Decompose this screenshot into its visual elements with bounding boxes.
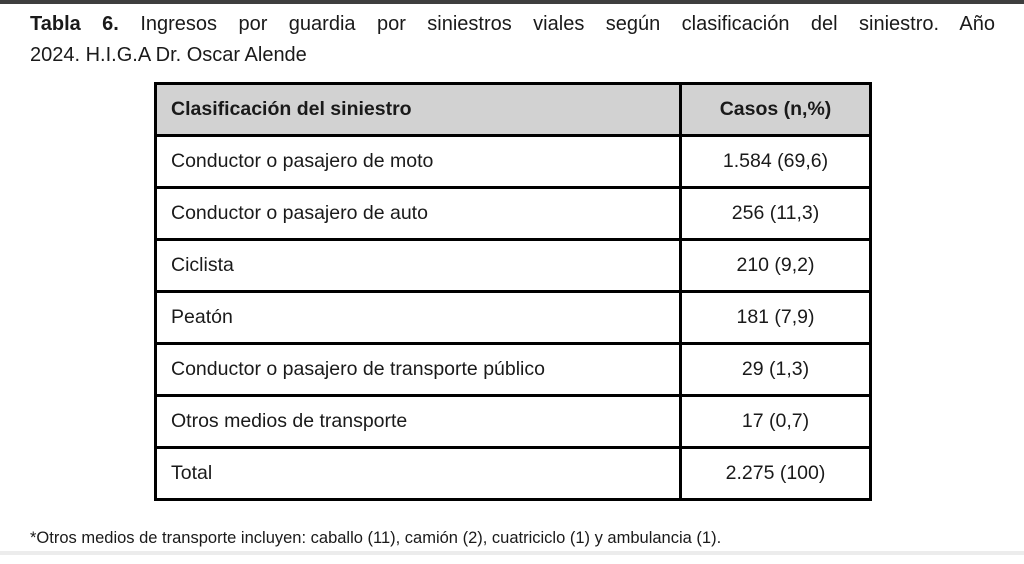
- classification-cell: Otros medios de transporte: [156, 396, 681, 448]
- header-clasificacion: Clasificación del siniestro: [156, 84, 681, 136]
- header-casos: Casos (n,%): [681, 84, 871, 136]
- caption-text: Ingresos por guardia por siniestros viales según clasificación del siniestro. Año: [140, 13, 995, 35]
- cases-cell: 2.275 (100): [681, 448, 871, 500]
- classification-cell: Ciclista: [156, 240, 681, 292]
- caption-line-2: 2024. H.I.G.A Dr. Oscar Alende: [30, 44, 307, 66]
- table-footnote: *Otros medios de transporte incluyen: caballo (11), camión (2), cuatriciclo (1) y ambulancia (1).: [30, 529, 722, 547]
- cases-cell: 256 (11,3): [681, 188, 871, 240]
- classification-cell: Conductor o pasajero de auto: [156, 188, 681, 240]
- table-row: [156, 396, 871, 448]
- table-row: [156, 344, 871, 396]
- cases-cell: 1.584 (69,6): [681, 136, 871, 188]
- classification-cell: Conductor o pasajero de moto: [156, 136, 681, 188]
- table-row-total: [156, 448, 871, 500]
- classification-cell: Conductor o pasajero de transporte público: [156, 344, 681, 396]
- table-row: [156, 240, 871, 292]
- table-caption: [30, 9, 995, 71]
- table-row: [156, 292, 871, 344]
- siniestros-table: [154, 82, 872, 501]
- table-header-row: [156, 84, 871, 136]
- classification-cell: Total: [156, 448, 681, 500]
- table-row: [156, 188, 871, 240]
- cases-cell: 210 (9,2): [681, 240, 871, 292]
- table-row: [156, 136, 871, 188]
- page-top-edge: [0, 0, 1024, 4]
- classification-cell: Peatón: [156, 292, 681, 344]
- cases-cell: 29 (1,3): [681, 344, 871, 396]
- page-bottom-edge: [0, 551, 1024, 555]
- cases-cell: 181 (7,9): [681, 292, 871, 344]
- caption-table-number: Tabla 6.: [30, 13, 119, 35]
- caption-line-1: [30, 9, 995, 40]
- cases-cell: 17 (0,7): [681, 396, 871, 448]
- data-table-container: [154, 82, 872, 501]
